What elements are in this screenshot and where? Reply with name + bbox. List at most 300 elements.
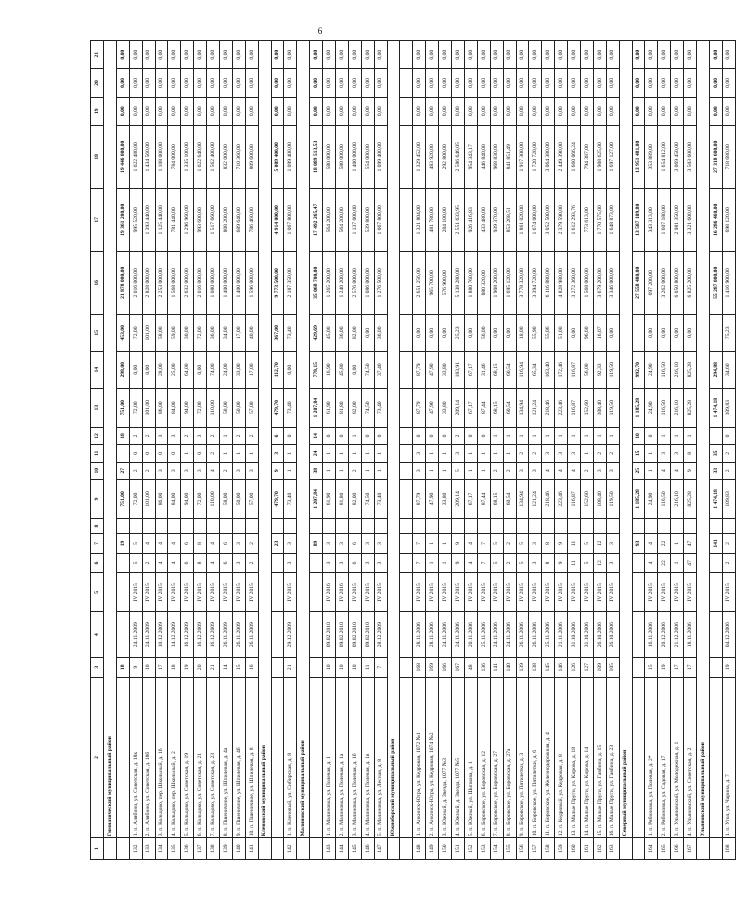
table-cell: 1 562 400,00 [207,125,220,188]
table-cell: 825,28 [684,351,697,388]
address-cell: 2. п. Рябиновка, ул. Садовая, д. 17 [658,677,671,838]
table-cell: 26.11.2009 [232,612,245,658]
table-cell: 216,10 [671,388,684,427]
table-cell: 1 265 200,00 [323,251,336,314]
table-cell: 2 551 633,95 [452,188,465,251]
table-cell: 0,00 [503,41,516,69]
table-cell: 880 320,00 [477,251,490,314]
table-cell: 162 [593,838,606,860]
table-cell: 10 [348,657,361,677]
table-cell: 0,00 [232,97,245,125]
table-cell: 27 558 480,00 [632,251,645,314]
table-cell: 1 474,18 [709,479,722,518]
table-cell [593,518,606,533]
table-cell: 89 [310,534,323,554]
table-row [426,41,439,860]
table-cell: 483 920,00 [426,125,439,188]
table-cell: 75,23 [722,314,735,351]
table-cell: 0,00 [284,69,297,97]
table-cell: 0,00 [568,69,581,97]
table-cell: 60,54 [503,351,516,388]
table-cell: 127 [580,657,593,677]
table-cell: 1 [348,427,361,444]
table-cell [116,518,129,533]
table-cell: 140 [503,657,516,677]
table-cell: 0,00 [555,69,568,97]
table-cell: 6 825 200,00 [684,251,697,314]
table-cell: 2 [606,445,619,462]
table-cell: 1 [426,553,439,573]
table-cell: 28,00 [155,351,168,388]
table-cell: 2 449 390,00 [555,125,568,188]
table-cell [580,518,593,533]
table-cell: 81,80 [336,479,349,518]
address-cell: 10. п. Боровское, ул. Пятилетки, д. 6 [529,677,542,838]
table-cell: 0,00 [568,97,581,125]
table-cell: 6 [271,427,284,444]
table-cell: 0,00 [684,41,697,69]
district-name: Ульяновский муниципальный район [696,41,709,838]
district-name: Кленовский муниципальный район [258,41,271,838]
table-cell: 294,88 [709,351,722,388]
table-cell: 166 [671,838,684,860]
table-cell: 0,00 [452,97,465,125]
table-cell: 0,00 [116,69,129,97]
table-cell: 5 [580,534,593,554]
table-cell: 1 086 000,00 [361,251,374,314]
table-cell [271,553,284,573]
table-cell: 0,00 [271,69,284,97]
table-cell: 751,00 [116,388,129,427]
table-cell: 9 [555,553,568,573]
column-number-row [91,41,104,860]
table-cell: 580 000,00 [323,125,336,188]
table-cell: 34,60 [722,351,735,388]
table-cell: 72,00 [194,479,207,518]
table-cell [142,518,155,533]
table-cell: 479,70 [271,388,284,427]
table-cell: 0 [464,427,477,444]
table-cell: IV 2016 [323,573,336,612]
table-cell: 0,00 [529,41,542,69]
table-cell: 60,54 [503,388,516,427]
table-cell: 939 370,00 [490,188,503,251]
table-cell [529,518,542,533]
table-cell: 429,69 [310,314,323,351]
table-cell: 3 272 360,00 [568,251,581,314]
table-cell: IV 2015 [220,573,233,612]
table-cell: 47,90 [426,351,439,388]
table-cell: 20.11.2006 [464,612,477,658]
table-cell: 2 [232,427,245,444]
table-cell: 1 [580,445,593,462]
table-cell: 92,33 [593,351,606,388]
table-cell: 17 [671,657,684,677]
table-cell [310,838,323,860]
table-cell: 1 [336,462,349,479]
table-cell: 26.11.2009 [245,612,258,658]
table-cell: 1 [426,534,439,554]
table-cell: 3 394 720,00 [529,251,542,314]
table-cell: 2 [516,445,529,462]
table-cell [400,657,413,677]
table-cell: 4 [155,534,168,554]
table-cell: 6 [348,553,361,573]
table-cell [490,518,503,533]
table-cell: 0,00 [155,97,168,125]
table-cell: 2 253 000,00 [155,251,168,314]
table-cell: 139 [516,657,529,677]
table-cell: 29.12.2009 [284,612,297,658]
table-cell [232,518,245,533]
table-cell: 3 064 380,00 [542,125,555,188]
table-cell: 0,00 [709,69,722,97]
address-cell: 5. п. Малиновка, ул. Лесная, д. 8 [374,677,387,838]
column-number: 11 [91,445,104,462]
table-cell: 3 [374,553,387,573]
address-cell: 7. п. Боровское, ул. Боровская, д. 27 [490,677,503,838]
table-row [452,41,465,860]
table-cell: 0,00 [684,314,697,351]
table-cell [516,518,529,533]
table-cell: 5 [129,553,142,573]
table-cell: 0,00 [464,69,477,97]
table-row [361,41,374,860]
table-cell: 74,50 [361,351,374,388]
table-cell: 57,00 [245,479,258,518]
table-cell: 1 [284,445,297,462]
table-cell: 18 089 513,53 [310,125,323,188]
district-total-row [310,41,323,860]
table-cell: 1 400 000,00 [220,251,233,314]
table-cell: 16.11.2006 [645,612,658,658]
table-cell: 4 [464,553,477,573]
table-cell: 1 [606,427,619,444]
table-cell: 2 016 000,00 [129,251,142,314]
table-cell: 20 [194,657,207,677]
table-cell: 116,50 [658,479,671,518]
table-cell: 82,00 [348,388,361,427]
table-cell: 0,00 [245,97,258,125]
table-cell: 1 [580,427,593,444]
table-cell: IV 2015 [606,573,619,612]
table-cell: 0,00 [671,41,684,69]
table-cell: 116,87 [568,351,581,388]
table-cell: 1 720 720,00 [529,125,542,188]
table-cell: 24.11.2009 [129,612,142,658]
table-cell: IV 2015 [142,573,155,612]
district-header-row [258,41,271,860]
table-cell: 93 [632,534,645,554]
table-cell: 1 [232,445,245,462]
table-cell: 0,00 [426,97,439,125]
table-cell: 1 [220,445,233,462]
table-cell: 1 400 000,00 [348,125,361,188]
table-cell: 68,15 [490,388,503,427]
table-cell: 36,00 [207,314,220,351]
table-row [658,41,671,860]
table-cell: 0,00 [645,314,658,351]
table-cell: 1 [671,427,684,444]
table-cell: 0,00 [464,41,477,69]
table-cell: 1 329 452,00 [413,125,426,188]
table-cell [632,612,645,658]
table-cell: 825,28 [684,388,697,427]
table-cell: 751,00 [116,479,129,518]
table-cell: 2 [503,553,516,573]
address-cell [709,677,722,838]
table-cell: 9 [555,534,568,554]
table-cell: 0,00 [348,97,361,125]
table-cell: 3 [232,462,245,479]
table-cell: 0,00 [503,97,516,125]
table-cell: 27 [116,462,129,479]
table-cell: 0,00 [426,314,439,351]
table-cell: 1 335 100,00 [181,125,194,188]
table-cell: 73,40 [374,388,387,427]
table-cell: 24.11.2006 [452,612,465,658]
table-cell: 0,00 [426,69,439,97]
table-cell [464,518,477,533]
table-cell [709,427,722,444]
address-cell [632,677,645,838]
table-cell: 14.12.2009 [168,612,181,658]
table-cell [400,534,413,554]
table-cell: 57,00 [245,388,258,427]
table-cell: 2 576 000,00 [348,251,361,314]
table-cell: 3 778 320,00 [516,251,529,314]
table-cell: 2 [245,534,258,554]
address-cell: 4. п. Малиновка, ул. Полевая, д. 1в [361,677,374,838]
table-cell: 134,94 [516,388,529,427]
table-cell: 1 207,84 [310,388,323,427]
table-cell: 64,00 [181,351,194,388]
table-cell: 0,00 [606,314,619,351]
column-number: 3 [91,657,104,677]
table-cell: 19 [181,657,194,677]
table-cell: 1 393 440,00 [142,188,155,251]
table-cell: 165 [658,838,671,860]
table-cell: 84,00 [168,479,181,518]
table-cell: 1 674 000,00 [529,188,542,251]
address-cell: 3. п. Южный, д. Звезда, 1077 №3 [439,677,452,838]
table-cell: 24 [310,445,323,462]
table-cell: 0,00 [310,97,323,125]
table-cell: 73,40 [284,314,297,351]
table-row [142,41,155,860]
table-row [645,41,658,860]
table-cell: 3 [529,534,542,554]
table-cell: 0,00 [361,69,374,97]
table-cell: 689 640,00 [232,188,245,251]
table-cell: 33,80 [439,479,452,518]
table-cell: 2 [181,427,194,444]
table-cell: 1 296 960,00 [181,188,194,251]
table-cell: 4 914 000,00 [271,188,284,251]
table-cell: 0,00 [439,314,452,351]
table-cell: 136 [181,838,194,860]
address-cell: 13. п. Малые Пруги, ул. Кирова, д. 18 [568,677,581,838]
table-cell: 3 [361,534,374,554]
table-cell: 781 440,00 [168,188,181,251]
table-cell: 3 [529,462,542,479]
address-cell: 15. п. Малые Пруги, ул. Гавбина, д. 15 [593,677,606,838]
table-cell: 0,00 [516,41,529,69]
table-cell: 3 [413,445,426,462]
table-cell: 0,00 [207,69,220,97]
table-cell: IV 2015 [413,573,426,612]
table-cell: 1 108 000,00 [155,125,168,188]
table-cell: 25 [632,462,645,479]
table-cell: 0,00 [658,41,671,69]
table-cell: 343 313,00 [645,188,658,251]
table-cell: 86,00 [155,388,168,427]
table-cell [503,518,516,533]
column-number: 13 [91,388,104,427]
table-cell: 4 [658,462,671,479]
table-cell [632,657,645,677]
table-cell: 0,00 [142,97,155,125]
table-cell: 0,00 [168,97,181,125]
table-cell: 292 800,00 [439,125,452,188]
table-cell: 144 [336,838,349,860]
table-cell: 16,90 [323,351,336,388]
table-cell: 8 [684,445,697,462]
table-cell: 87,79 [413,479,426,518]
table-cell: 3 262 000,00 [658,251,671,314]
table-cell: 134,94 [516,479,529,518]
district-header-row [104,41,117,860]
table-cell: 133 [142,838,155,860]
table-cell: 0,00 [207,97,220,125]
table-cell [400,518,413,533]
table-cell: 6 [181,534,194,554]
table-cell: 0,00 [671,97,684,125]
table-cell: 116,94 [516,351,529,388]
column-number: 14 [91,351,104,388]
address-cell: 1. п. Алябино, ул. Советская, д. 18к [129,677,142,838]
table-cell: 698 120,00 [722,188,735,251]
table-cell: 55,06 [542,314,555,351]
table-cell: 3 [181,462,194,479]
table-cell: 4 [464,534,477,554]
table-cell: 09.02.2010 [336,612,349,658]
table-cell: 0,00 [645,41,658,69]
table-cell: 1 [542,427,555,444]
table-cell: 72,00 [194,388,207,427]
table-cell [632,838,645,860]
table-body [104,41,736,860]
table-cell: 3 [516,462,529,479]
table-cell: 17 [155,657,168,677]
table-cell: 2 [503,534,516,554]
table-cell: 0,00 [568,314,581,351]
table-cell: 1 [477,462,490,479]
table-cell: 150 [439,838,452,860]
table-cell: 1 099 400,00 [374,125,387,188]
table-cell: 0,00 [181,69,194,97]
table-row [181,41,194,860]
table-cell: 0,00 [464,314,477,351]
table-cell: 0,00 [232,41,245,69]
address-cell: 1. п. Кленовый, ул. Сибирская, д. 8 [284,677,297,838]
table-cell: 968 830,00 [490,125,503,188]
table-cell: 16.12.2009 [181,612,194,658]
table-cell: 0,00 [374,41,387,69]
table-cell: IV 2015 [155,573,168,612]
table-cell [400,351,413,388]
table-cell: 1 [439,534,452,554]
district-total-row [116,41,129,860]
table-cell: 954 343,17 [464,125,477,188]
table-cell: 0 [323,427,336,444]
address-cell: 1. п. Анкинск-Югра, ул. Кедровая, 1072 №1 [413,677,426,838]
table-row [284,41,297,860]
table-cell: 2 [722,445,735,462]
table-cell: 1 321 804,00 [413,188,426,251]
column-number: 10 [91,462,104,479]
table-cell: 0,00 [542,97,555,125]
table-cell: 154 [490,838,503,860]
table-cell: 0,00 [645,69,658,97]
table-cell: 17,00 [232,314,245,351]
table-cell: 3 [155,462,168,479]
table-cell: 19 361 200,00 [116,188,129,251]
table-cell: 0,00 [658,97,671,125]
table-cell: 2 [503,462,516,479]
table-cell: IV 2015 [722,573,735,612]
address-cell [116,677,129,838]
table-cell: 8 [542,553,555,573]
table-cell: 794 387,00 [580,125,593,188]
table-cell: 21 [207,657,220,677]
table-row [606,41,619,860]
table-cell: 67,17 [464,351,477,388]
district-total-row [271,41,284,860]
table-cell: 81,80 [336,388,349,427]
table-cell: 3 [555,445,568,462]
table-cell: 10 [323,657,336,677]
table-cell [400,445,413,462]
table-cell [323,518,336,533]
district-name: Северный муниципальный район [619,41,632,838]
table-cell: 1 276 500,00 [374,251,387,314]
table-cell: 0,00 [606,69,619,97]
row-number-cell [696,838,709,860]
table-cell: 4 [645,534,658,554]
table-cell: 55,90 [529,314,542,351]
table-cell: 3 069 450,00 [671,125,684,188]
table-cell: 1 [464,445,477,462]
table-cell: 09.02.2010 [348,612,361,658]
table-cell: 72,00 [129,388,142,427]
table-cell: 0,00 [336,69,349,97]
address-cell: 3. п. Малиновка, ул. Полевая, д. 1б [348,677,361,838]
table-cell: IV 2015 [542,573,555,612]
table-cell: 156 [516,838,529,860]
table-cell [271,657,284,677]
table-row [323,41,336,860]
column-number: 8 [91,518,104,533]
table-cell: 1 [671,553,684,573]
table-cell [336,518,349,533]
table-cell: 8 [194,553,207,573]
table-cell: 0,00 [181,41,194,69]
table-cell: 26.11.2006 [529,612,542,658]
table-cell: 27 318 600,00 [709,125,722,188]
table-cell: 0,00 [348,69,361,97]
table-cell: 11 [361,657,374,677]
